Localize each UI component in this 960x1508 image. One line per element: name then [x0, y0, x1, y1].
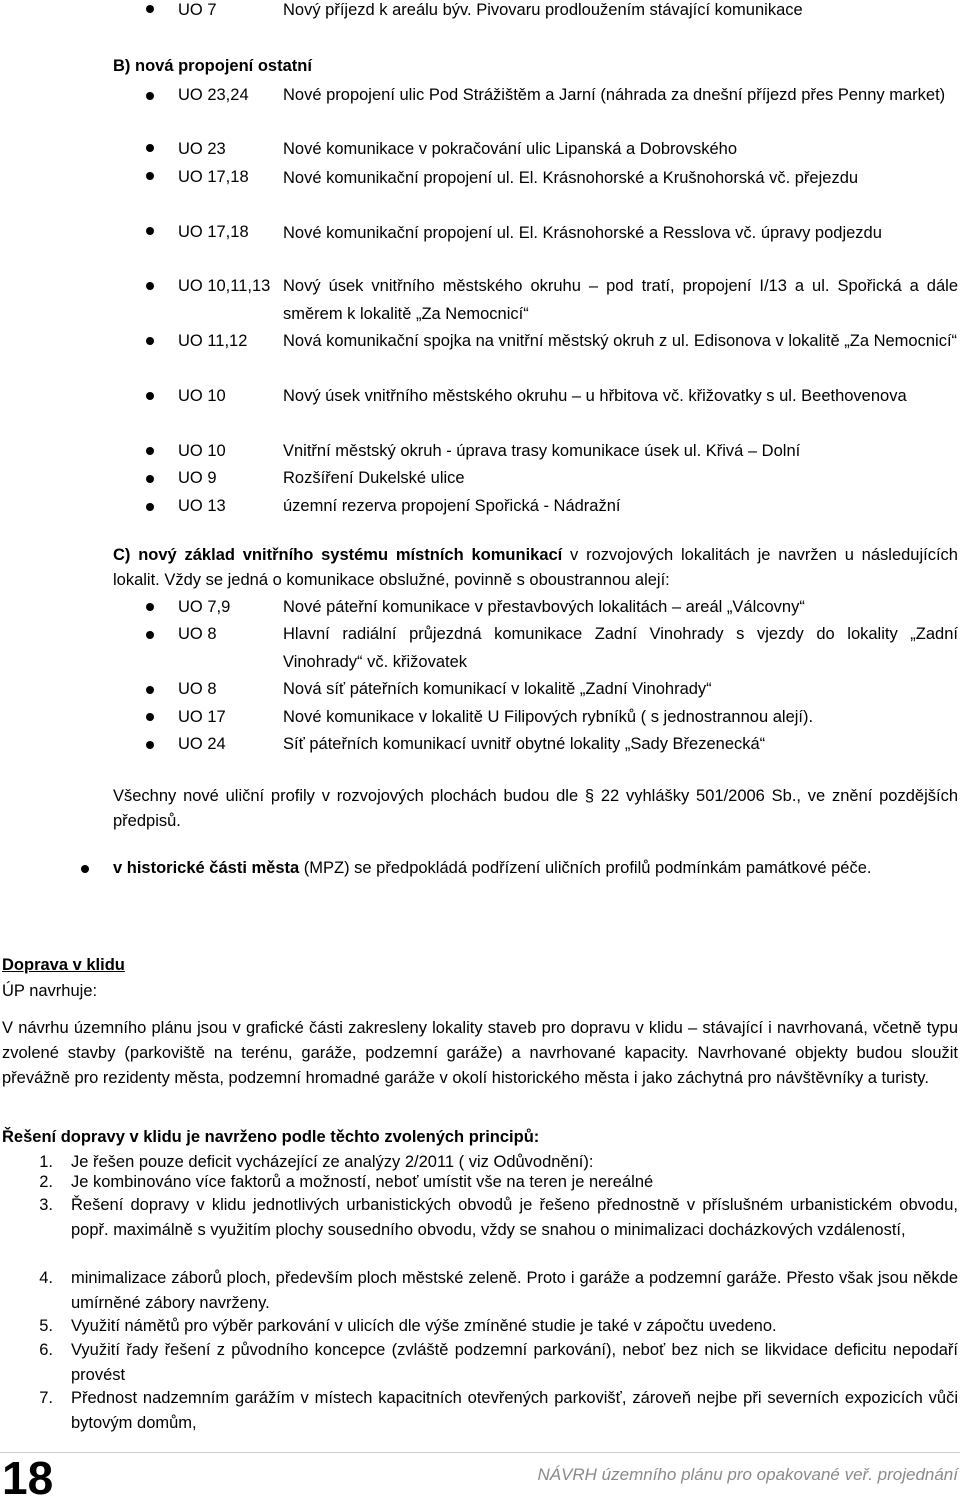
- bullet-icon: [146, 92, 154, 100]
- section-c-note: Všechny nové uliční profily v rozvojových plochách budou dle § 22 vyhlášky 501/2006 Sb., ve znění pozdějších předpisů.: [113, 787, 958, 830]
- item-code: UO 8: [178, 680, 217, 698]
- item-text: Hlavní radiální průjezdná komunikace Zadní Vinohrady s vjezdy do lokality „Zadní Vinohrady“ vč. křižovatek: [283, 625, 958, 671]
- item-code: UO 9: [178, 469, 217, 487]
- item-code: UO 11,12: [178, 332, 248, 350]
- bullet-icon: [146, 337, 154, 345]
- list-item: Řešení dopravy v klidu jednotlivých urbanistických obvodů je řešeno přednostně v příslušném urbanistickém obvodu, popř. maximálně s využitím plochy sousedního obvodu, vždy se snahou o minimalizaci docházkových vzdáleností,: [71, 1196, 958, 1239]
- item-code: UO 7: [178, 1, 217, 19]
- item-text: Nová komunikační spojka na vnitřní městský okruh z ul. Edisonova v lokalitě „Za Nemocnicí“: [283, 332, 958, 350]
- section-c-heading-rest: v rozvojových lokalitách je navržen u následujících lokalit. Vždy se jedná o komunikace obslužné, povinně s oboustrannou alejí:: [113, 546, 958, 589]
- list-item: Přednost nadzemním garážím v místech kapacitních otevřených parkovišť, zároveň nejbe při severních expozicích vůči bytovým domům,: [71, 1389, 958, 1432]
- bullet-icon: [81, 865, 89, 873]
- bullet-icon: [146, 741, 154, 749]
- historic-bold: v historické části města: [113, 859, 300, 877]
- list-item: Využití námětů pro výběr parkování v ulicích dle výše zmíněné studie je také v zápočtu uvedeno.: [71, 1317, 777, 1335]
- parking-paragraph: V návrhu územního plánu jsou v grafické části zakresleny lokality staveb pro dopravu v klidu – stávající i navrhovaná, včetně typu zvolené stavby (parkoviště na terénu, garáže, podzemní garáže) a navrhované kapacity. Navrhované objekty budou sloužit převážně pro rezidenty města, podzemní hromadné garáže v okolí historického města i jako záchytná pro návštěvníky a turisty.: [2, 1019, 958, 1087]
- item-code: UO 10: [178, 387, 226, 405]
- item-code: UO 8: [178, 625, 217, 643]
- historic-paragraph: [113, 856, 958, 881]
- bullet-icon: [146, 172, 154, 180]
- section-b-heading: B) nová propojení ostatní: [113, 57, 312, 75]
- bullet-icon: [146, 447, 154, 455]
- item-code: UO 10,11,13: [178, 277, 271, 295]
- list-number: 2.: [39, 1173, 53, 1191]
- list-number: 4.: [39, 1269, 53, 1287]
- list-item: Je kombinováno více faktorů a možností, neboť umístit vše na teren je nereálné: [71, 1173, 654, 1191]
- bullet-icon: [146, 503, 154, 511]
- item-text: Nový příjezd k areálu býv. Pivovaru prodloužením stávající komunikace: [283, 1, 803, 19]
- bullet-icon: [146, 713, 154, 721]
- bullet-icon: [146, 631, 154, 639]
- item-text: Vnitřní městský okruh - úprava trasy komunikace úsek ul. Křivá – Dolní: [283, 442, 801, 460]
- list-item: minimalizace záborů ploch, především ploch městské zeleně. Proto i garáže a podzemní garáže. Přesto však jsou někde umírněné zábory navrženy.: [71, 1269, 958, 1312]
- section-c-intro: [113, 543, 958, 593]
- item-text: Nové komunikační propojení ul. El. Krásnohorské a Krušnohorská vč. přejezdu: [283, 169, 859, 187]
- item-text: Nová síť páteřních komunikací v lokalitě „Zadní Vinohrady“: [283, 680, 712, 698]
- item-code: UO 17: [178, 708, 226, 726]
- list-number: 7.: [39, 1389, 53, 1407]
- item-text: územní rezerva propojení Spořická - Nádražní: [283, 497, 621, 515]
- list-number: 6.: [39, 1341, 53, 1359]
- list-number: 3.: [39, 1196, 53, 1214]
- page-number: 18: [2, 1452, 54, 1504]
- item-code: UO 13: [178, 497, 226, 515]
- item-text: Nové komunikace v lokalitě U Filipových rybníků ( s jednostrannou alejí).: [283, 708, 814, 726]
- item-text: Nové propojení ulic Pod Strážištěm a Jarní (náhrada za dnešní příjezd přes Penny market): [283, 86, 946, 104]
- list-item: Využití řady řešení z původního koncepce (zvláště podzemní parkování), neboť bez nich se likvidace deficitu nepodaří provést: [71, 1341, 958, 1384]
- parking-heading: Doprava v klidu: [2, 956, 125, 974]
- bullet-icon: [146, 686, 154, 694]
- bullet-icon: [146, 227, 154, 235]
- footer-divider: [0, 1452, 960, 1453]
- item-code: UO 7,9: [178, 598, 231, 616]
- list-number: 1.: [39, 1153, 53, 1171]
- principles-heading: Řešení dopravy v klidu je navrženo podle těchto zvolených principů:: [2, 1128, 540, 1146]
- item-text: Síť páteřních komunikací uvnitř obytné lokality „Sady Březenecká“: [283, 735, 766, 753]
- footer-caption: NÁVRH územního plánu pro opakované veř. projednání: [537, 1465, 958, 1484]
- historic-rest: (MPZ) se předpokládá podřízení uličních profilů podmínkám památkové péče.: [299, 859, 872, 877]
- item-text: Nové komunikační propojení ul. El. Krásnohorské a Resslova vč. úpravy podjezdu: [283, 224, 882, 242]
- item-text: Nový úsek vnitřního městského okruhu – pod tratí, propojení I/13 a ul. Spořická a dále směrem k lokalitě „Za Nemocnicí“: [283, 277, 958, 323]
- item-code: UO 23,24: [178, 86, 249, 104]
- item-text: Nové páteřní komunikace v přestavbových lokalitách – areál „Válcovny“: [283, 598, 805, 616]
- item-code: UO 17,18: [178, 223, 249, 241]
- section-c-heading: C) nový základ vnitřního systému místních komunikací: [113, 546, 563, 564]
- bullet-icon: [146, 144, 154, 152]
- item-text: Rozšíření Dukelské ulice: [283, 469, 465, 487]
- bullet-icon: [146, 5, 154, 13]
- bullet-icon: [146, 282, 154, 290]
- bullet-icon: [146, 603, 154, 611]
- item-code: UO 23: [178, 140, 226, 158]
- list-number: 5.: [39, 1317, 53, 1335]
- item-code: UO 10: [178, 442, 226, 460]
- list-item: Je řešen pouze deficit vycházející ze analýzy 2/2011 ( viz Odůvodnění):: [71, 1153, 594, 1171]
- item-text: Nový úsek vnitřního městského okruhu – u hřbitova vč. křižovatky s ul. Beethovenova: [283, 387, 907, 405]
- item-text: Nové komunikace v pokračování ulic Lipanská a Dobrovského: [283, 140, 737, 158]
- bullet-icon: [146, 475, 154, 483]
- item-code: UO 17,18: [178, 168, 249, 186]
- parking-subheading: ÚP navrhuje:: [2, 982, 98, 1000]
- item-code: UO 24: [178, 735, 226, 753]
- bullet-icon: [146, 392, 154, 400]
